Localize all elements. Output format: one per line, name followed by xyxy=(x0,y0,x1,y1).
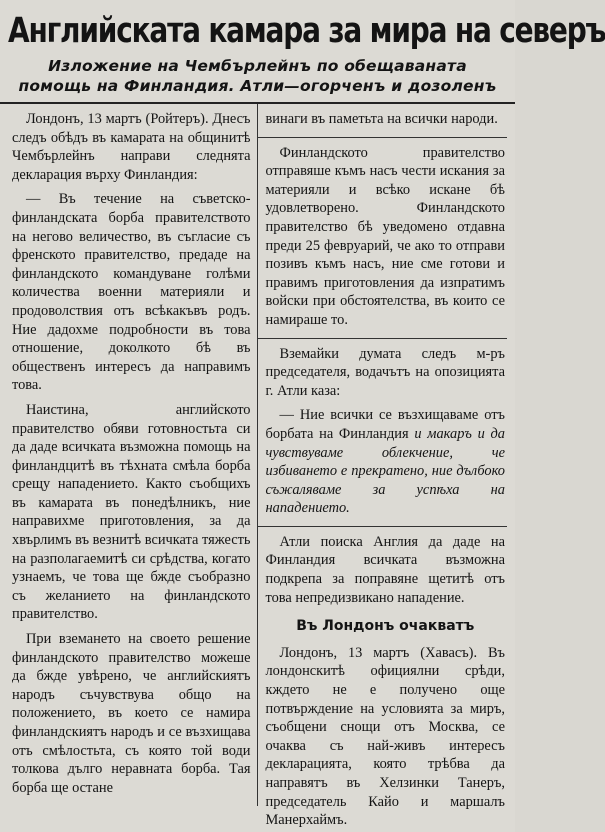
article-body xyxy=(8,104,507,829)
paragraph: Финландското правителство отправяше къмъ насъ чести искания за материяли и всѣко искане бѣ удовлетворено. Финландското правителство бѣ уведомено отдавна преди 25 февруарий, че ако то отправи позивъ къмъ насъ, ние сме готови и правимъ приготовления да изпратимъ войски при обстоятелства, въ които се намираше то. xyxy=(265,144,505,328)
quote-italic-text: и макаръ и да чувствуваме облекчение, че избиването е прекратено, ние дълбоко съжаляваме за успѣха на нападението. xyxy=(265,425,505,517)
paragraph: Лондонъ, 13 мартъ (Хавасъ). Въ лондонскитѣ официялни срѣди, кждето не е получено още потвърждение на условията за миръ, съобщени снощи отъ Москва, се очаква съ най-живъ интересъ декларацията, която трѣбва да направятъ въ Хелзинки Танеръ, председатель Кайо и маршалъ Манерхаймъ. xyxy=(265,644,505,829)
quote-text: — Ние всички се възхищаваме отъ борбата на Финландия xyxy=(265,407,505,442)
headline: Английската камара за мира на северъ xyxy=(8,11,605,51)
paragraph: Наистина, английското правителство обяви готовностьта си да даде всичката възможна помощь на финландцитѣ въ тѣхната смѣла борба срещу нападението. Както съобщихъ въ камарата въ понедѣлникъ, ние направихме приготовления, за да хвърлимъ въ везнитѣ всичката тяжесть на разполагаемитѣ си срѣдства, когато узнаемъ, че това ще бжде съобразно съ желанието на финландското правителство. xyxy=(12,401,251,623)
paragraph: — Въ течение на съветско-финландската борба правителството на негово величество, въ съгласие съ френското правителство, предаде на финландското командуване голѣми количества военни материяли и продоволствия отъ всѣкакъвъ родъ. Ние дадохме подробности въ това отношение, доколкото бѣ въ общественъ интересъ да направимъ това. xyxy=(12,191,251,394)
right-column xyxy=(258,104,508,829)
divider xyxy=(258,526,508,527)
paragraph: При вземането на своето решение финландското правителство можеше да бжде увѣрено, че английскиятъ народъ съчувствува общо на положението, въ което се намира финландскиятъ народъ и се възхищава отъ смѣлостьта, съ която той води толкова дълго неравната борба. Тая борба ще остане xyxy=(12,631,251,796)
left-column xyxy=(8,104,258,806)
subheadline: Изложение на Чембърлейнъ по обещаваната помощь на Финландия. Атли—огорченъ и дозоленъ xyxy=(18,57,497,95)
divider xyxy=(258,338,508,339)
section-title: Въ Лондонъ очакватъ xyxy=(296,618,475,635)
paragraph: Вземайки думата следъ м-ръ председателя, водачътъ на опозицията г. Атли каза: xyxy=(265,345,505,399)
paragraph: Лондонъ, 13 мартъ (Ройтеръ). Днесъ следъ обѣдъ въ камарата на общинитѣ Чембърлейнъ направи следнята декларация върху Финландия: xyxy=(12,111,251,183)
quote-paragraph xyxy=(266,406,506,518)
paragraph: Атли поиска Англия да даде на Финландия всичката възможна подкрепа за поправяне щетитѣ отъ това непредизвикано нападение. xyxy=(265,533,505,606)
divider xyxy=(258,137,508,138)
paragraph: винаги въ паметьта на всички народи. xyxy=(265,111,498,127)
